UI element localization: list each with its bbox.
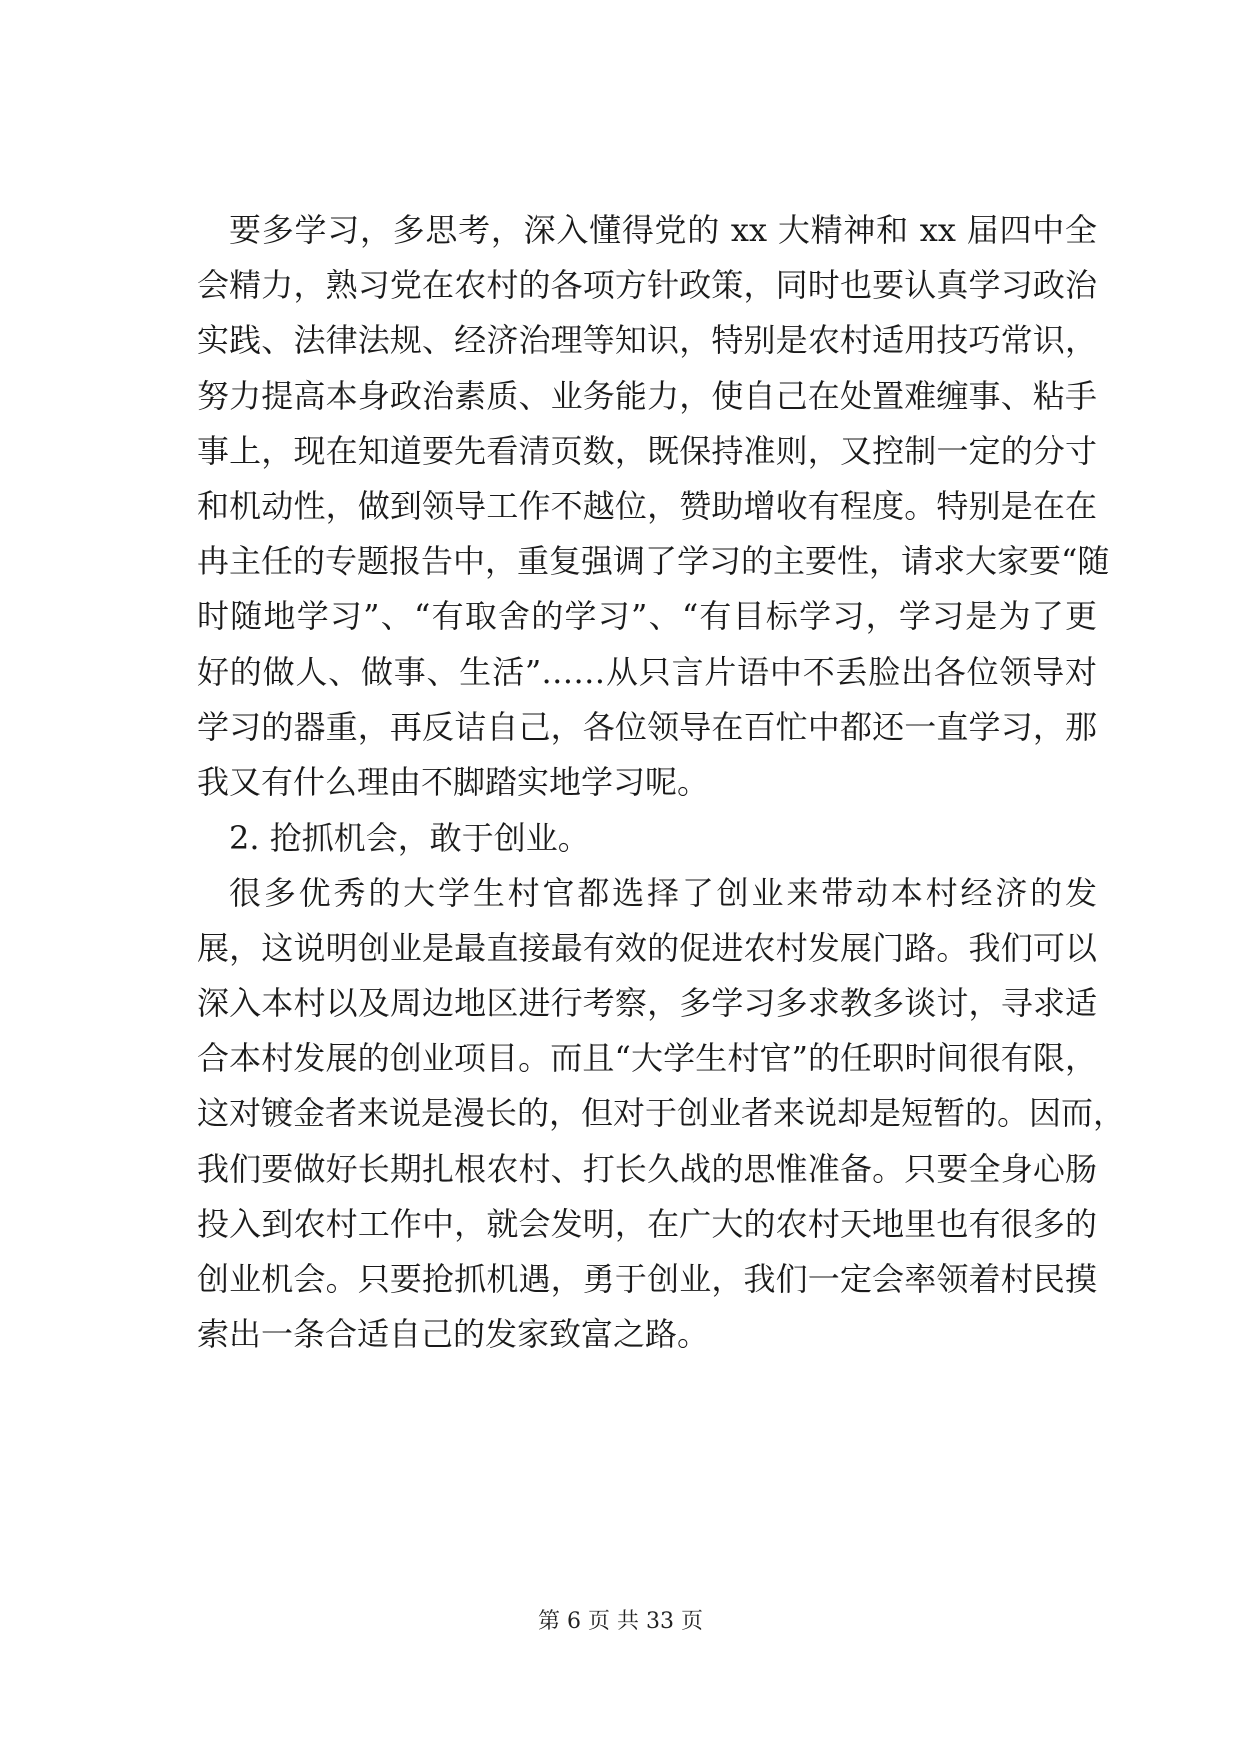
- paragraph-1-line: 和机动性，做到领导工作不越位，赞助增收有程度。特别是在在: [197, 487, 1097, 525]
- paragraph-1-line: 事上，现在知道要先看清页数，既保持准则，又控制一定的分寸: [197, 432, 1097, 470]
- paragraph-2-line: 我们要做好长期扎根农村、打长久战的思惟准备。只要全身心肠: [197, 1150, 1097, 1188]
- paragraph-1-line: 实践、法律法规、经济治理等知识，特别是农村适用技巧常识，: [197, 321, 1097, 359]
- paragraph-2-line: 深入本村以及周边地区进行考察，多学习多求教多谈讨，寻求适: [197, 984, 1097, 1022]
- paragraph-1-line: 冉主任的专题报告中，重复强调了学习的主要性，请求大家要“随: [197, 542, 1110, 580]
- paragraph-1-line: 努力提高本身政治素质、业务能力，使自己在处置难缠事、粘手: [197, 377, 1097, 415]
- paragraph-2-line: 创业机会。只要抢抓机遇，勇于创业，我们一定会率领着村民摸: [197, 1260, 1097, 1298]
- paragraph-2-line: 索出一条合适自己的发家致富之路。: [197, 1315, 710, 1353]
- paragraph-2-line: 这对镀金者来说是漫长的，但对于创业者来说却是短暂的。因而，: [197, 1094, 1126, 1132]
- paragraph-2-line: 很多优秀的大学生村官都选择了创业来带动本村经济的发: [229, 874, 1097, 912]
- paragraph-1-line: 要多学习，多思考，深入懂得党的 xx 大精神和 xx 届四中全: [229, 211, 1097, 249]
- paragraph-1-line: 我又有什么理由不脚踏实地学习呢。: [197, 763, 710, 801]
- paragraph-2-line: 展，这说明创业是最直接最有效的促进农村发展门路。我们可以: [197, 929, 1097, 967]
- paragraph-1-line: 学习的器重，再反诘自己，各位领导在百忙中都还一直学习，那: [197, 708, 1097, 746]
- section-heading: 2. 抢抓机会，敢于创业。: [229, 819, 590, 857]
- paragraph-2-line: 投入到农村工作中，就会发明，在广大的农村天地里也有很多的: [197, 1205, 1097, 1243]
- paragraph-2-line: 合本村发展的创业项目。而且“大学生村官”的任职时间很有限，: [197, 1039, 1097, 1077]
- paragraph-1-line: 时随地学习”、“有取舍的学习”、“有目标学习，学习是为了更: [197, 597, 1097, 635]
- paragraph-1-line: 好的做人、做事、生活”……从只言片语中不丢脸出各位领导对: [197, 653, 1097, 691]
- paragraph-1-line: 会精力，熟习党在农村的各项方针政策，同时也要认真学习政治: [197, 266, 1097, 304]
- page-number-footer: 第 6 页 共 33 页: [538, 1609, 703, 1634]
